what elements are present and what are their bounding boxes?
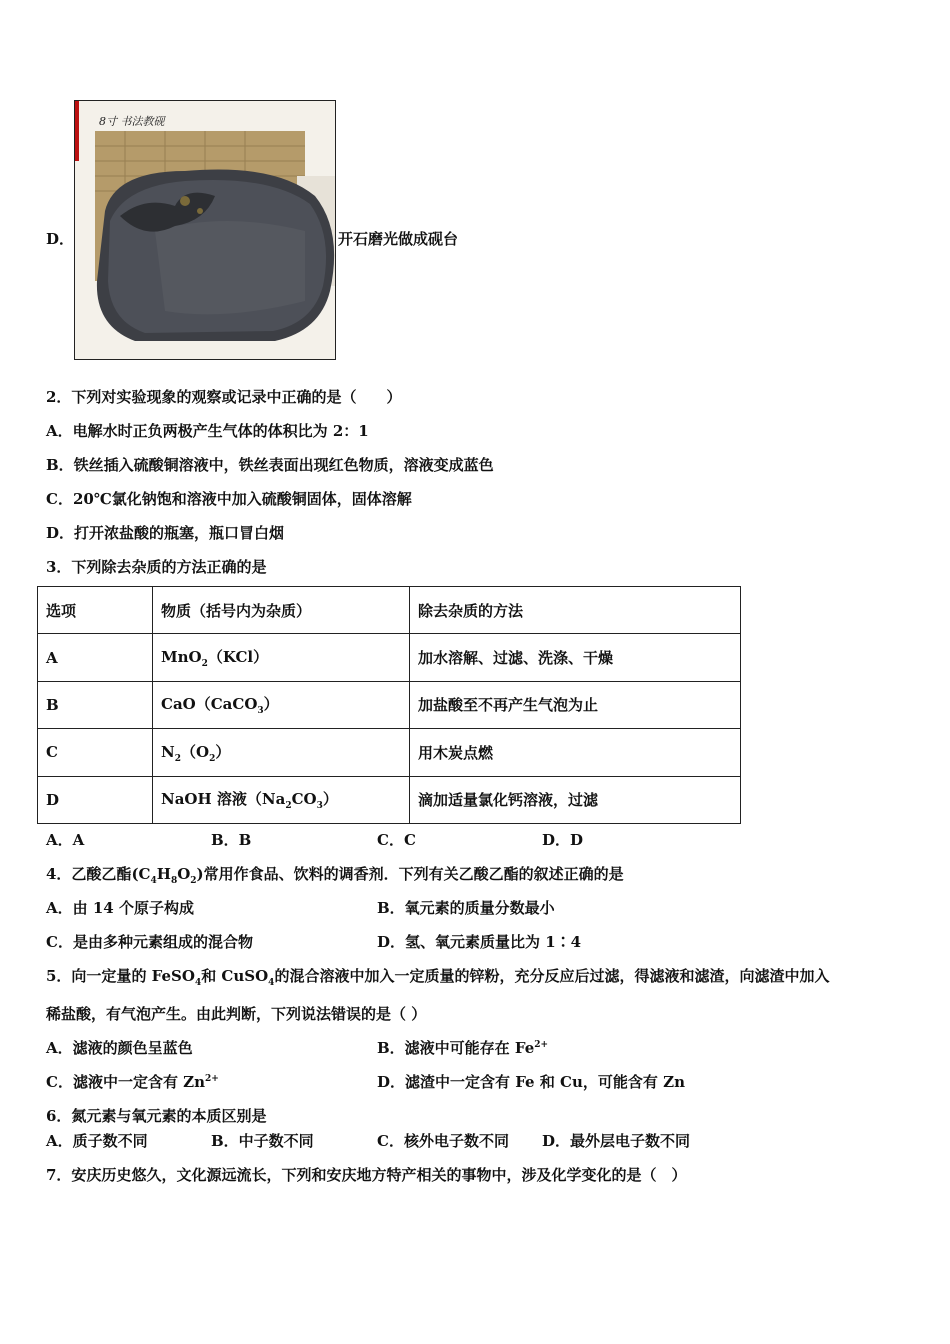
q2-option-c: C．20℃氯化钠饱和溶液中加入硫酸铜固体，固体溶解 [46,490,412,508]
q3-stem: 3．下列除去杂质的方法正确的是 [46,558,267,576]
q6-stem: 6．氮元素与氧元素的本质区别是 [46,1107,267,1125]
table-row [38,776,741,823]
impurity-table [37,586,741,824]
option-d-label: D． [46,230,75,248]
q2-stem: 2．下列对实验现象的观察或记录中正确的是（ ） [46,388,402,406]
row-option: B [38,681,153,728]
q3-answer-a: A．A [46,831,85,849]
row-method: 加盐酸至不再产生气泡为止 [410,681,741,728]
q5-option-a: A．滤液的颜色呈蓝色 [46,1039,193,1057]
row-substance: $N_2(O_2)$ [153,729,410,776]
q5-stem-line1: 5．向一定量的 FeSO$_4$和 CuSO$_4$的混合溶液中加入一定质量的锌粉，充分反应后过滤，得滤液和滤渣，向滤渣中加入 [46,967,830,988]
row-method: 用木炭点燃 [410,729,741,776]
q4-option-c: C．是由多种元素组成的混合物 [46,933,253,951]
q6-option-c: C．核外电子数不同 [377,1132,509,1150]
q3-answer-b: B．B [211,831,252,849]
table-row [38,681,741,728]
row-substance: NaOH 溶液$(Na_2CO_3)$ [153,776,410,823]
q6-option-b: B．中子数不同 [211,1132,314,1150]
option-d-text: 开石磨光做成砚台 [338,230,459,248]
row-method: 加水溶解、过滤、洗涤、干燥 [410,634,741,681]
q5-option-d: D．滤渣中一定含有 Fe 和 Cu，可能含有 Zn [377,1073,685,1091]
row-option: C [38,729,153,776]
q4-option-b: B．氧元素的质量分数最小 [377,899,555,917]
table-row [38,729,741,776]
q4-option-a: A．由 14 个原子构成 [46,899,194,917]
row-option: D [38,776,153,823]
q4-option-d: D．氢、氧元素质量比为 1∶4 [377,933,582,951]
row-option: A [38,634,153,681]
header-method: 除去杂质的方法 [410,587,741,634]
q5-stem-line2: 稀盐酸，有气泡产生。由此判断，下列说法错误的是（ ） [46,1005,427,1023]
row-method: 滴加适量氯化钙溶液，过滤 [410,776,741,823]
header-substance: 物质（括号内为杂质） [153,587,410,634]
row-substance: CaO（CaCO$_3$） [153,681,410,728]
table-header-row [38,587,741,634]
q7-stem: 7．安庆历史悠久，文化源远流长，下列和安庆地方特产相关的事物中，涉及化学变化的是（ ） [46,1166,687,1184]
q2-option-a: A．电解水时正负两极产生气体的体积比为 2：1 [46,422,369,440]
q6-option-a: A．质子数不同 [46,1132,148,1150]
header-option: 选项 [38,587,153,634]
inkstone-photo [74,100,336,360]
q3-answer-d: D．D [542,831,584,849]
q2-option-b: B．铁丝插入硫酸铜溶液中，铁丝表面出现红色物质，溶液变成蓝色 [46,456,494,474]
q5-option-c: C．滤液中一定含有 $Zn^{2+}$ [46,1073,219,1091]
q2-option-d: D．打开浓盐酸的瓶塞，瓶口冒白烟 [46,524,285,542]
q6-option-d: D．最外层电子数不同 [542,1132,691,1150]
photo-caption: 8寸 书法教砚 [99,115,165,128]
q5-option-b: B．滤液中可能存在 $Fe^{2+}$ [377,1039,549,1057]
row-substance: MnO$_2$（KCl） [153,634,410,681]
q4-stem: 4．乙酸乙酯$(C_4H_8O_2)$常用作食品、饮料的调香剂．下列有关乙酸乙酯的叙述正确的是 [46,865,624,886]
q3-answer-c: C．C [377,831,416,849]
table-row [38,634,741,681]
